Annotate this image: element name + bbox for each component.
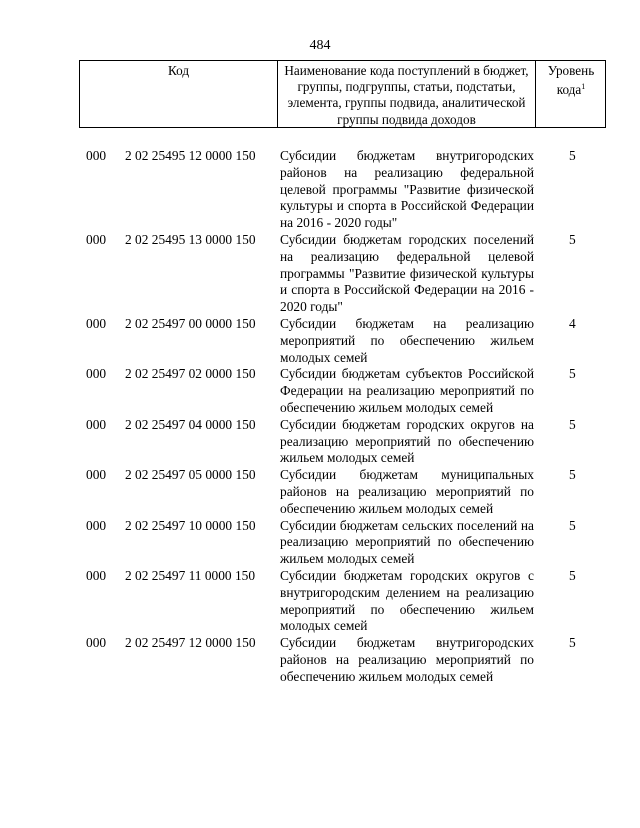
- row-agency-code: 000: [86, 635, 107, 651]
- row-name: Субсидии бюджетам городских поселений на реализацию федеральной целевой программы "Развитие физической культуры и спорта в Российской Федерации на 2016 - 2020 годы": [280, 231, 534, 315]
- row-level: 5: [569, 416, 576, 432]
- table-row: [82, 148, 612, 232]
- header-level-label: Уровень кода: [547, 63, 595, 98]
- row-name: Субсидии бюджетам внутригородских районов на реализацию мероприятий по обеспечению жильем молодых семей: [280, 635, 534, 684]
- row-agency-code: 000: [86, 148, 107, 163]
- row-name: Субсидии бюджетам городских округов на реализацию мероприятий по обеспечению жильем молодых семей: [280, 416, 534, 466]
- table-header: [79, 60, 606, 128]
- page-number: 484: [309, 38, 331, 53]
- row-name: Субсидии бюджетам городских округов с внутригородским делением на реализацию мероприятий по обеспечению жильем молодых семей: [280, 567, 534, 634]
- row-agency-code: 000: [86, 231, 107, 247]
- table-row: [82, 232, 612, 316]
- row-name: Субсидии бюджетам на реализацию мероприятий по обеспечению жильем молодых семей: [280, 315, 534, 365]
- row-revenue-code: 2 02 25495 12 0000 150: [125, 148, 256, 163]
- header-code: Код: [80, 61, 278, 127]
- header-level: [536, 61, 606, 127]
- row-revenue-code: 2 02 25495 13 0000 150: [125, 231, 256, 247]
- table-row: [82, 467, 612, 517]
- row-level: 5: [569, 231, 576, 247]
- row-name: Субсидии бюджетам субъектов Российской Федерации на реализацию мероприятий по обеспечению жильем молодых семей: [280, 366, 534, 415]
- header-name: Наименование кода поступлений в бюджет, группы, подгруппы, статьи, подстатьи, элемента, группы подвида, аналитической группы подвида доходов: [278, 61, 536, 127]
- table-row: [82, 518, 612, 568]
- row-agency-code: 000: [86, 315, 107, 331]
- table-body: [82, 148, 612, 686]
- row-revenue-code: 2 02 25497 00 0000 150: [125, 315, 256, 331]
- row-agency-code: 000: [86, 366, 107, 382]
- row-level: 5: [569, 635, 576, 651]
- row-name: Субсидии бюджетам сельских поселений на реализацию мероприятий по обеспечению жильем молодых семей: [280, 517, 534, 567]
- header-level-footnote: 1: [581, 82, 586, 92]
- row-level: 4: [569, 315, 576, 331]
- row-revenue-code: 2 02 25497 05 0000 150: [125, 467, 256, 483]
- row-revenue-code: 2 02 25497 02 0000 150: [125, 366, 256, 382]
- row-agency-code: 000: [86, 467, 107, 483]
- row-revenue-code: 2 02 25497 04 0000 150: [125, 416, 256, 432]
- row-level: 5: [569, 567, 576, 583]
- table-row: [82, 316, 612, 366]
- row-level: 5: [569, 366, 576, 382]
- row-level: 5: [569, 148, 576, 163]
- table-row: [82, 417, 612, 467]
- table-row: [82, 635, 612, 685]
- row-revenue-code: 2 02 25497 10 0000 150: [125, 517, 256, 533]
- row-revenue-code: 2 02 25497 11 0000 150: [125, 567, 256, 583]
- row-revenue-code: 2 02 25497 12 0000 150: [125, 635, 256, 651]
- table-row: [82, 568, 612, 635]
- row-agency-code: 000: [86, 416, 107, 432]
- table-row: [82, 366, 612, 416]
- row-name: Субсидии бюджетам муниципальных районов на реализацию мероприятий по обеспечению жильем молодых семей: [280, 467, 534, 516]
- row-agency-code: 000: [86, 567, 107, 583]
- row-name: Субсидии бюджетам внутригородских районов на реализацию федеральной целевой программы "Развитие физической культуры и спорта в Российской Федерации на 2016 - 2020 годы": [280, 148, 534, 231]
- row-level: 5: [569, 517, 576, 533]
- row-level: 5: [569, 467, 576, 483]
- row-agency-code: 000: [86, 517, 107, 533]
